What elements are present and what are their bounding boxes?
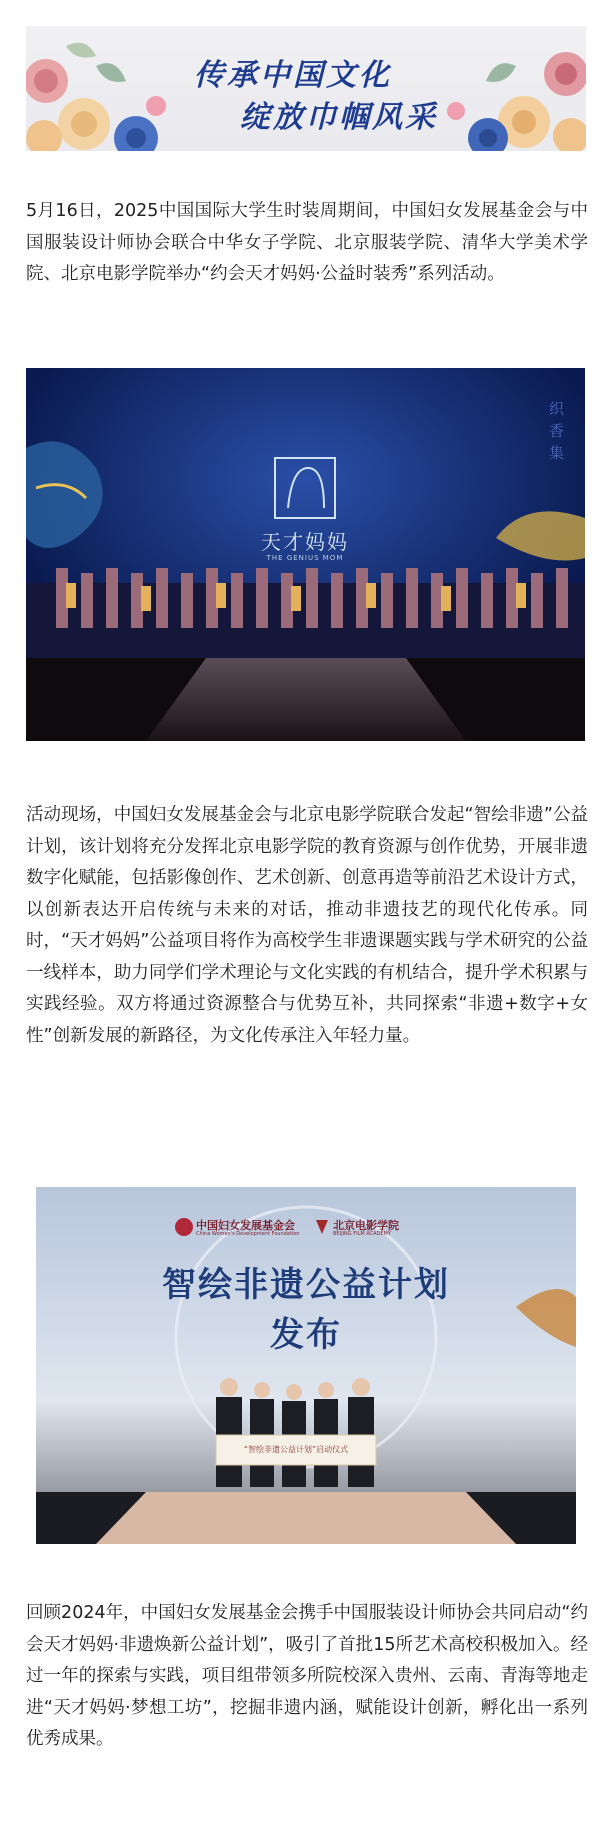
- foundation-logo-text: 中国妇女发展基金会: [196, 1219, 295, 1232]
- header-banner: [26, 26, 586, 151]
- film-academy-logo-en: BEIJING FILM ACADEMY: [333, 1231, 391, 1237]
- launch-ceremony-photo: [36, 1187, 576, 1544]
- film-academy-logo-text: 北京电影学院: [333, 1219, 399, 1232]
- ceremony-board-text: “智绘非遗公益计划”启动仪式: [243, 1445, 349, 1454]
- ceremony-headline-line2: 发布: [270, 1315, 342, 1355]
- genius-mom-logo-text: 天才妈妈: [261, 530, 349, 554]
- ceremony-headline-line1: 智绘非遗公益计划: [162, 1265, 450, 1305]
- foundation-logo-en: China Women's Development Foundation: [196, 1231, 300, 1237]
- stage-corner-text: 织 香 集: [549, 400, 565, 462]
- paragraph-review: 回顾2024年，中国妇女发展基金会携手中国服装设计师协会共同启动“约会天才妈妈·非遗焕新公益计划”，吸引了首批15所艺术高校积极加入。经过一年的探索与实践，项目组带领多所院校深入贵州、云南、青海等地走进“天才妈妈·梦想工坊”，挖掘非遗内涵，赋能设计创新，孵化出一系列优秀成果。: [26, 1603, 588, 1749]
- peony-decoration-left: [26, 26, 186, 151]
- banner-title-line2: 绽放巾帼风采: [240, 100, 438, 135]
- paragraph-intro: 5月16日，2025中国国际大学生时装周期间，中国妇女发展基金会与中国服装设计师协会联合中华女子学院、北京服装学院、清华大学美术学院、北京电影学院举办“约会天才妈妈·公益时装秀”系列活动。: [26, 201, 588, 284]
- runway-stage-photo: [26, 368, 585, 741]
- launch-ceremony-image: [36, 1187, 576, 1544]
- paragraph-activity: 活动现场，中国妇女发展基金会与北京电影学院联合发起“智绘非遗”公益计划，该计划将充分发挥北京电影学院的教育资源与创作优势，开展非遗数字化赋能，包括影像创作、艺术创新、创意再造等前沿艺术设计方式，以创新表达开启传统与未来的对话，推动非遗技艺的现代化传承。同时，“天才妈妈”公益项目将作为高校学生非遗课题实践与学术研究的公益一线样本，助力同学们学术理论与文化实践的有机结合，提升学术积累与实践经验。双方将通过资源整合与优势互补，共同探索“非遗+数字+女性”创新发展的新路径，为文化传承注入年轻力量。: [26, 805, 588, 1046]
- banner-title-line1: 传承中国文化: [194, 58, 392, 93]
- peony-decoration-right: [426, 26, 586, 151]
- genius-mom-logo-subtext: THE GENIUS MOM: [266, 554, 344, 562]
